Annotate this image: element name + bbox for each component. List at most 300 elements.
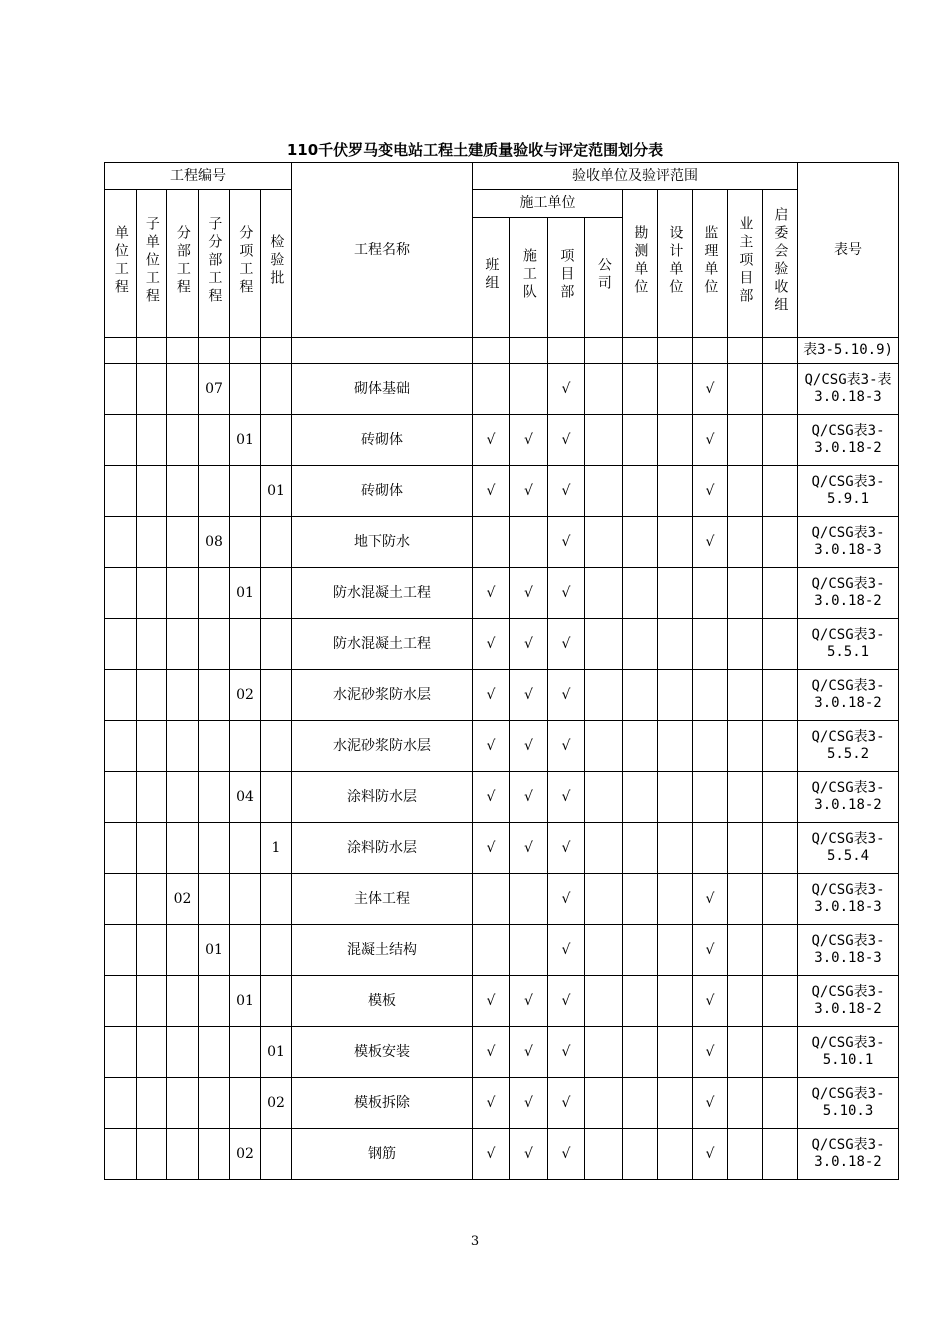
code-cell xyxy=(230,364,261,415)
code-cell: 02 xyxy=(230,1129,261,1180)
code-cell xyxy=(105,874,137,925)
table-no-cell xyxy=(798,874,899,925)
code-cell xyxy=(137,823,167,874)
check-cell: √ xyxy=(693,466,728,517)
check-cell xyxy=(693,772,728,823)
code-cell xyxy=(137,568,167,619)
check-cell xyxy=(658,364,693,415)
check-cell: √ xyxy=(473,823,510,874)
code-cell xyxy=(137,517,167,568)
check-cell: √ xyxy=(548,823,585,874)
check-cell: √ xyxy=(548,1129,585,1180)
check-cell: √ xyxy=(693,1027,728,1078)
code-cell xyxy=(167,619,199,670)
check-cell xyxy=(763,466,798,517)
project-name-cell: 水泥砂浆防水层 xyxy=(292,721,473,772)
project-name-cell: 砖砌体 xyxy=(292,415,473,466)
code-cell xyxy=(199,1129,230,1180)
check-cell: √ xyxy=(693,976,728,1027)
check-cell xyxy=(585,925,623,976)
code-cell xyxy=(167,670,199,721)
check-cell xyxy=(728,1129,763,1180)
code-cell: 01 xyxy=(230,568,261,619)
code-cell xyxy=(105,670,137,721)
check-cell: √ xyxy=(510,568,548,619)
code-cell xyxy=(230,1027,261,1078)
table-row-continued xyxy=(105,338,899,364)
table-row xyxy=(105,772,899,823)
check-cell xyxy=(585,1078,623,1129)
check-cell xyxy=(585,466,623,517)
code-group-header: 工程编号 xyxy=(105,163,292,190)
check-cell xyxy=(693,823,728,874)
check-cell xyxy=(658,415,693,466)
check-cell xyxy=(585,1027,623,1078)
check-cell xyxy=(585,568,623,619)
col-header-design: 设计单位 xyxy=(667,225,684,298)
table-no-line-2: 3.0.18-2 xyxy=(814,440,882,456)
check-cell xyxy=(728,823,763,874)
construction-unit-header: 施工单位 xyxy=(473,190,623,218)
check-cell xyxy=(728,721,763,772)
table-no-cell xyxy=(798,925,899,976)
project-name-cell: 模板拆除 xyxy=(292,1078,473,1129)
code-cell xyxy=(261,517,292,568)
table-no-cell xyxy=(798,721,899,772)
table-no-line-2: 3.0.18-2 xyxy=(814,695,882,711)
table-no-cell xyxy=(798,772,899,823)
check-cell: √ xyxy=(693,415,728,466)
code-cell xyxy=(167,364,199,415)
code-cell xyxy=(199,466,230,517)
table-no-line-2: 5.10.3 xyxy=(822,1103,874,1119)
code-cell xyxy=(261,874,292,925)
table-no-line-2: 5.10.1 xyxy=(822,1052,874,1068)
check-cell xyxy=(658,1078,693,1129)
check-cell xyxy=(693,670,728,721)
project-name-cell: 模板 xyxy=(292,976,473,1027)
table-row xyxy=(105,466,899,517)
check-cell xyxy=(763,925,798,976)
check-cell xyxy=(658,517,693,568)
check-cell xyxy=(510,874,548,925)
code-cell xyxy=(261,619,292,670)
check-cell xyxy=(763,1027,798,1078)
check-cell xyxy=(658,874,693,925)
code-cell xyxy=(261,568,292,619)
check-cell xyxy=(658,823,693,874)
col-header-team: 班组 xyxy=(483,257,500,294)
table-no-line-1: Q/CSG表3- xyxy=(811,882,885,899)
code-cell: 01 xyxy=(230,415,261,466)
code-cell xyxy=(261,976,292,1027)
check-cell: √ xyxy=(548,1078,585,1129)
code-cell xyxy=(230,517,261,568)
project-name-cell: 钢筋 xyxy=(292,1129,473,1180)
check-cell xyxy=(763,1129,798,1180)
check-cell: √ xyxy=(548,619,585,670)
code-cell: 01 xyxy=(261,1027,292,1078)
check-cell: √ xyxy=(510,976,548,1027)
check-cell: √ xyxy=(473,568,510,619)
code-cell xyxy=(167,772,199,823)
check-cell xyxy=(763,772,798,823)
code-cell xyxy=(137,1078,167,1129)
code-cell xyxy=(105,568,137,619)
table-no-cell xyxy=(798,415,899,466)
check-cell xyxy=(585,721,623,772)
check-cell xyxy=(728,415,763,466)
code-cell: 01 xyxy=(199,925,230,976)
code-cell xyxy=(167,1129,199,1180)
check-cell xyxy=(728,364,763,415)
table-no-cell xyxy=(798,568,899,619)
check-cell: √ xyxy=(473,721,510,772)
name-header: 工程名称 xyxy=(292,163,473,338)
col-header-owner: 业主项目部 xyxy=(737,216,754,307)
code-cell xyxy=(105,364,137,415)
code-cell xyxy=(105,466,137,517)
table-no-cell xyxy=(798,466,899,517)
check-cell: √ xyxy=(510,1078,548,1129)
check-cell xyxy=(658,619,693,670)
check-cell: √ xyxy=(510,466,548,517)
code-cell xyxy=(230,619,261,670)
check-cell: √ xyxy=(693,517,728,568)
check-cell: √ xyxy=(510,1129,548,1180)
check-cell: √ xyxy=(548,466,585,517)
check-cell: √ xyxy=(548,568,585,619)
check-cell xyxy=(623,874,658,925)
table-no-line-2: 5.9.1 xyxy=(826,491,870,507)
project-name-cell: 地下防水 xyxy=(292,517,473,568)
check-cell xyxy=(585,772,623,823)
check-cell: √ xyxy=(548,1027,585,1078)
table-no-line-1: Q/CSG表3- xyxy=(811,576,885,593)
col-header-item: 分项工程 xyxy=(237,225,254,298)
code-cell xyxy=(137,415,167,466)
check-cell xyxy=(585,874,623,925)
check-cell: √ xyxy=(548,364,585,415)
code-cell: 01 xyxy=(230,976,261,1027)
check-cell: √ xyxy=(693,874,728,925)
check-cell xyxy=(623,1027,658,1078)
code-cell xyxy=(230,925,261,976)
project-name-cell: 砖砌体 xyxy=(292,466,473,517)
check-cell xyxy=(623,670,658,721)
check-cell: √ xyxy=(548,670,585,721)
check-cell xyxy=(585,670,623,721)
code-cell xyxy=(137,874,167,925)
table-no-line-1: Q/CSG表3-表 xyxy=(804,372,892,389)
col-header-subunit: 子单位工程 xyxy=(143,216,160,307)
check-cell xyxy=(623,1078,658,1129)
check-cell: √ xyxy=(473,1129,510,1180)
table-no-line-1: Q/CSG表3- xyxy=(811,423,885,440)
table-row xyxy=(105,925,899,976)
project-name-cell: 模板安装 xyxy=(292,1027,473,1078)
check-cell: √ xyxy=(548,517,585,568)
col-header-crew: 施工队 xyxy=(520,248,537,303)
check-cell xyxy=(585,415,623,466)
check-cell xyxy=(728,466,763,517)
table-no-line-2: 3.0.18-3 xyxy=(814,899,882,915)
check-cell xyxy=(623,619,658,670)
code-cell xyxy=(199,1078,230,1129)
check-cell: √ xyxy=(510,772,548,823)
table-no-cell: 表3-5.10.9) xyxy=(798,338,899,364)
check-cell xyxy=(763,1078,798,1129)
header-row-1 xyxy=(105,163,899,190)
code-cell xyxy=(137,466,167,517)
check-cell: √ xyxy=(548,415,585,466)
check-cell xyxy=(585,364,623,415)
table-no-line-2: 5.5.4 xyxy=(826,848,870,864)
check-cell: √ xyxy=(548,976,585,1027)
table-no-line-2: 3.0.18-2 xyxy=(814,1154,882,1170)
check-cell xyxy=(763,823,798,874)
code-cell xyxy=(230,1078,261,1129)
check-cell xyxy=(728,517,763,568)
page-number: 3 xyxy=(470,1234,480,1249)
table-row xyxy=(105,568,899,619)
code-cell xyxy=(105,415,137,466)
code-cell xyxy=(105,925,137,976)
code-cell xyxy=(199,619,230,670)
project-name-cell: 主体工程 xyxy=(292,874,473,925)
check-cell xyxy=(728,619,763,670)
code-cell xyxy=(137,772,167,823)
check-cell xyxy=(473,517,510,568)
table-no-line-1: Q/CSG表3- xyxy=(811,1137,885,1154)
check-cell: √ xyxy=(548,721,585,772)
check-cell xyxy=(585,517,623,568)
code-cell xyxy=(261,415,292,466)
check-cell xyxy=(585,1129,623,1180)
table-row xyxy=(105,415,899,466)
table-no-cell xyxy=(798,364,899,415)
table-no-cell xyxy=(798,619,899,670)
table-no-line-1: Q/CSG表3- xyxy=(811,780,885,797)
check-cell xyxy=(728,670,763,721)
code-cell xyxy=(137,364,167,415)
code-cell xyxy=(167,823,199,874)
code-cell xyxy=(167,925,199,976)
code-cell: 1 xyxy=(261,823,292,874)
check-cell xyxy=(728,874,763,925)
table-row xyxy=(105,874,899,925)
project-name-cell: 防水混凝土工程 xyxy=(292,568,473,619)
code-cell xyxy=(137,976,167,1027)
code-cell xyxy=(261,670,292,721)
table-no-line-1: Q/CSG表3- xyxy=(811,1086,885,1103)
check-cell: √ xyxy=(473,1078,510,1129)
check-cell xyxy=(473,874,510,925)
check-cell xyxy=(623,517,658,568)
check-cell: √ xyxy=(473,670,510,721)
col-header-division: 分部工程 xyxy=(174,225,191,298)
table-no-line-1: Q/CSG表3- xyxy=(811,474,885,491)
code-cell xyxy=(105,772,137,823)
code-cell xyxy=(230,823,261,874)
table-no-line-1: Q/CSG表3- xyxy=(811,984,885,1001)
check-cell xyxy=(585,976,623,1027)
check-cell xyxy=(693,619,728,670)
check-cell xyxy=(623,1129,658,1180)
check-cell: √ xyxy=(510,721,548,772)
check-cell: √ xyxy=(510,1027,548,1078)
code-cell xyxy=(167,415,199,466)
code-cell xyxy=(261,721,292,772)
code-cell xyxy=(261,364,292,415)
check-cell xyxy=(623,925,658,976)
code-cell: 02 xyxy=(261,1078,292,1129)
check-cell xyxy=(510,517,548,568)
col-header-subdivision: 子分部工程 xyxy=(206,216,223,307)
check-cell xyxy=(763,517,798,568)
table-no-line-2: 3.0.18-3 xyxy=(814,950,882,966)
code-cell xyxy=(261,1129,292,1180)
code-cell xyxy=(167,976,199,1027)
code-cell xyxy=(199,874,230,925)
code-cell xyxy=(167,721,199,772)
code-cell xyxy=(137,1129,167,1180)
code-cell xyxy=(105,1078,137,1129)
check-cell xyxy=(623,364,658,415)
table-no-line-1: Q/CSG表3- xyxy=(811,831,885,848)
code-cell xyxy=(261,925,292,976)
check-cell: √ xyxy=(548,874,585,925)
col-header-company: 公司 xyxy=(595,257,612,294)
check-cell xyxy=(658,925,693,976)
code-cell xyxy=(167,1078,199,1129)
check-cell xyxy=(585,619,623,670)
check-cell xyxy=(658,670,693,721)
check-cell: √ xyxy=(473,466,510,517)
check-cell: √ xyxy=(510,670,548,721)
check-cell xyxy=(623,568,658,619)
check-cell: √ xyxy=(510,823,548,874)
check-cell xyxy=(728,568,763,619)
check-cell: √ xyxy=(510,415,548,466)
check-cell xyxy=(763,670,798,721)
table-row xyxy=(105,364,899,415)
check-cell xyxy=(763,874,798,925)
check-cell xyxy=(658,466,693,517)
col-header-committee: 启委会验收组 xyxy=(772,207,789,316)
check-cell: √ xyxy=(693,1129,728,1180)
document-title: 110千伏罗马变电站工程土建质量验收与评定范围划分表 xyxy=(286,141,664,159)
code-cell xyxy=(199,721,230,772)
col-header-unit: 单位工程 xyxy=(112,225,129,298)
code-cell xyxy=(167,517,199,568)
code-cell: 01 xyxy=(261,466,292,517)
check-cell xyxy=(658,772,693,823)
check-cell xyxy=(693,568,728,619)
table-no-cell xyxy=(798,1129,899,1180)
project-name-cell: 涂料防水层 xyxy=(292,772,473,823)
code-cell xyxy=(199,568,230,619)
check-cell xyxy=(763,619,798,670)
project-name-cell: 砌体基础 xyxy=(292,364,473,415)
check-cell xyxy=(510,925,548,976)
code-cell xyxy=(137,670,167,721)
check-cell xyxy=(473,925,510,976)
check-cell: √ xyxy=(693,1078,728,1129)
check-cell: √ xyxy=(473,772,510,823)
code-cell: 07 xyxy=(199,364,230,415)
table-no-line-2: 5.5.2 xyxy=(826,746,870,762)
check-cell: √ xyxy=(548,772,585,823)
table-no-cell xyxy=(798,1027,899,1078)
code-cell xyxy=(199,415,230,466)
table-no-line-2: 5.5.1 xyxy=(826,644,870,660)
check-cell: √ xyxy=(473,415,510,466)
header-row-2 xyxy=(105,190,899,218)
table-row xyxy=(105,823,899,874)
check-cell xyxy=(623,823,658,874)
check-cell: √ xyxy=(473,619,510,670)
table-no-line-1: Q/CSG表3- xyxy=(811,627,885,644)
project-name-cell: 涂料防水层 xyxy=(292,823,473,874)
code-cell xyxy=(167,568,199,619)
check-cell xyxy=(510,364,548,415)
table-no-line-2: 3.0.18-2 xyxy=(814,797,882,813)
check-cell xyxy=(473,364,510,415)
check-cell xyxy=(658,1027,693,1078)
check-cell xyxy=(728,772,763,823)
check-cell xyxy=(763,364,798,415)
check-cell xyxy=(763,568,798,619)
code-cell xyxy=(105,721,137,772)
scope-group-header: 验收单位及验评范围 xyxy=(473,163,798,190)
code-cell xyxy=(137,925,167,976)
col-header-project-dept: 项目部 xyxy=(558,248,575,303)
table-row xyxy=(105,1078,899,1129)
code-cell: 02 xyxy=(230,670,261,721)
table-no-line-1: Q/CSG表3- xyxy=(811,525,885,542)
col-header-survey: 勘测单位 xyxy=(632,225,649,298)
table-row xyxy=(105,976,899,1027)
code-cell xyxy=(105,1129,137,1180)
check-cell xyxy=(728,1027,763,1078)
code-cell xyxy=(199,1027,230,1078)
check-cell: √ xyxy=(693,364,728,415)
code-cell xyxy=(105,1027,137,1078)
table-row xyxy=(105,619,899,670)
check-cell xyxy=(763,415,798,466)
table-no-cell xyxy=(798,517,899,568)
table-row xyxy=(105,517,899,568)
project-name-cell: 防水混凝土工程 xyxy=(292,619,473,670)
check-cell xyxy=(658,568,693,619)
code-cell xyxy=(230,466,261,517)
code-cell xyxy=(230,721,261,772)
col-header-batch: 检验批 xyxy=(268,234,285,289)
code-cell xyxy=(261,772,292,823)
check-cell xyxy=(728,925,763,976)
code-cell xyxy=(199,823,230,874)
code-cell xyxy=(137,619,167,670)
code-cell xyxy=(105,976,137,1027)
code-cell xyxy=(199,670,230,721)
table-row xyxy=(105,721,899,772)
check-cell xyxy=(658,721,693,772)
code-cell: 04 xyxy=(230,772,261,823)
check-cell xyxy=(623,415,658,466)
table-no-cell xyxy=(798,823,899,874)
code-cell xyxy=(105,823,137,874)
